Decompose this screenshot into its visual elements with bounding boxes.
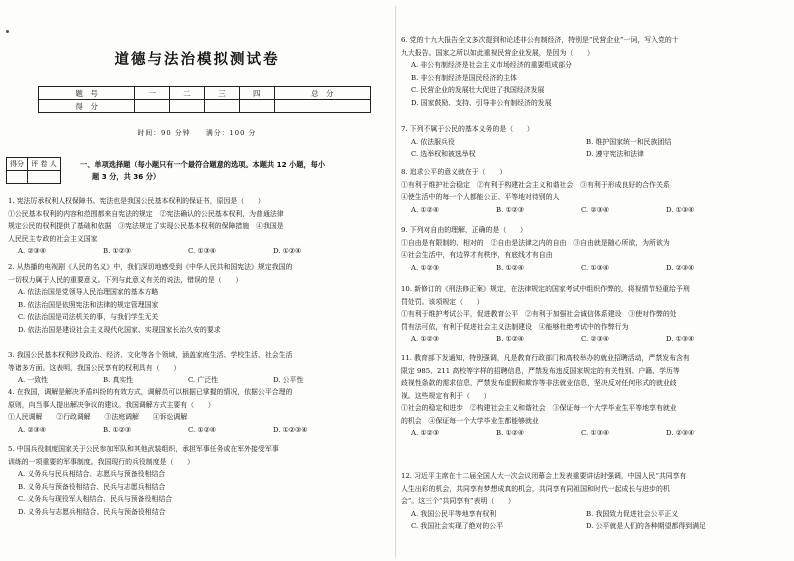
question-line: ④社会生活中，有边界才有秩序，有底线才有自由	[401, 251, 553, 259]
score-header-cell: 四	[239, 87, 274, 100]
answer-option-A[interactable]: A. ①②③	[411, 263, 439, 272]
answer-option-B[interactable]: B. ①②④	[496, 429, 524, 437]
question-6	[401, 34, 679, 109]
question-line: 罚处罚。该项规定（ ）	[401, 297, 484, 306]
answer-options	[8, 374, 358, 387]
question-line: ①有利于维护考试公平，促进教育公平 ②有利于加强社会诚信体系建设 ③使对作弊的处	[401, 310, 677, 318]
answer-option-C[interactable]: C. ②③④	[581, 335, 609, 343]
score-cell[interactable]	[204, 100, 239, 113]
score-table-score-row	[39, 100, 371, 113]
question-line: 人生出彩的机会，共同享有梦想成真的机会，共同享有同祖国和时代一起成长与进步的机	[401, 484, 670, 493]
question-stem: 6. 党的十九大报告全文多次提到和论述非公有制经济，特别是“民营企业”一词，写入党的十	[401, 36, 679, 44]
question-stem: 9. 下列对自由的理解，正确的是（ ）	[401, 226, 527, 234]
question-line: 的机会 ④保证每一个大学毕业生都能够就业	[401, 416, 539, 425]
answer-options	[401, 508, 761, 521]
section-heading-line: 一、单项选择题（每小题只有一个最符合题意的选项。本题共 12 小题，每小	[80, 160, 326, 169]
column-divider	[395, 6, 396, 558]
question-10	[401, 283, 751, 346]
question-line: 罚有法可依，有利于促进社会主义法制建设 ④能够杜绝考试中的作弊行为	[401, 322, 629, 331]
answer-option-D[interactable]: D. ①②③④	[273, 425, 308, 434]
question-11	[401, 352, 751, 440]
question-line: A. 义务兵与民兵相结合、志愿兵与预备役相结合	[18, 470, 166, 478]
question-line: ①自由是有限制的、相对的 ②自由是法律之内的自由 ③自由就是随心所欲，为所欲为	[401, 238, 670, 247]
answer-option-C[interactable]: C. ②③④	[581, 205, 609, 214]
question-line: 九大报告。国家之所以如此重视民营企业发展，是因为（ ）	[401, 48, 594, 57]
question-line: C. 民营企业的发展壮大促进了我国经济发展	[411, 86, 545, 94]
question-line: 原则，向当事人提出解决争议的建议。我国调解方式主要有（ ）	[8, 400, 215, 409]
answer-options	[8, 424, 358, 437]
exam-meta: 时间：90 分钟 满分：100 分	[137, 129, 257, 137]
answer-option-C[interactable]: C. ①③④	[188, 247, 216, 255]
answer-option-B[interactable]: B. 维护国家统一和民族团结	[586, 137, 672, 146]
answer-option-A[interactable]: A. ②③④	[18, 247, 46, 255]
answer-option-D[interactable]: D. 公平性	[273, 376, 304, 384]
question-7	[401, 123, 761, 161]
answer-option-D[interactable]: D. 公平就是人们的各种期望都得到满足	[586, 522, 706, 530]
question-stem: 2. 从热播的电视剧《人民的名义》中，我们深切地感受到《中华人民共和国宪法》规定我国的	[8, 263, 293, 271]
question-line: 训练的一项重要的军事制度。我国现行的兵役制度是（ ）	[8, 457, 195, 466]
score-table	[38, 86, 371, 113]
score-cell[interactable]	[239, 100, 274, 113]
question-stem: 1. 宪法厉承权利人权保障书。宪法也是我国公民基本权利的保证书，原因是（ ）	[8, 197, 265, 205]
score-table-header-row	[39, 87, 371, 100]
question-line: B. 依法治国是依照宪法和法律的规定管理国家	[18, 300, 159, 309]
answer-option-A[interactable]: A. 我国公民平等地享有权利	[411, 509, 497, 518]
answer-option-D[interactable]: D. ①③④	[666, 335, 695, 343]
question-stem: 8. 追求公平的意义就在于（ ）	[401, 168, 507, 176]
answer-option-B[interactable]: B. ①②③	[103, 425, 131, 434]
answer-option-C[interactable]: C. 广泛性	[188, 376, 219, 384]
question-3	[8, 349, 358, 387]
question-4	[8, 386, 358, 436]
answer-options	[401, 333, 751, 346]
answer-option-B[interactable]: B. 我国致力促进社会公平正义	[586, 509, 679, 518]
answer-option-C[interactable]: C. 我国社会实现了绝对的公平	[411, 522, 504, 530]
question-5	[8, 443, 279, 518]
grader-box	[6, 157, 61, 184]
answer-option-C[interactable]: C. ①②④	[188, 425, 216, 434]
question-stem: 4. 在我国，调解是解决矛盾纠纷的有效方式，调解员可以根据已掌握的情况，依据公平合理的	[8, 388, 293, 396]
answer-option-B[interactable]: B. ①②③	[103, 247, 131, 255]
exam-title: 道德与法治模拟测试卷	[114, 52, 280, 68]
question-line: ④使生活中的每一个人都能公正、平等地对待别的人	[401, 193, 560, 201]
grader-name-label: 评 卷 人	[28, 158, 61, 171]
question-8	[401, 166, 751, 216]
question-stem: 11. 教育部下发通知，特别强调，凡是教育行政部门和高校举办的就业招聘活动，严禁发布含有	[401, 354, 690, 362]
answer-options	[8, 245, 358, 258]
right-column	[397, 0, 794, 561]
score-header-cell: 三	[204, 87, 239, 100]
question-line: A. 依法治国是党领导人民治理国家的基本方略	[18, 288, 159, 296]
score-header-cell: 总 分	[274, 87, 370, 100]
answer-option-C[interactable]: C. ①③④	[581, 429, 609, 437]
answer-option-A[interactable]: A. ①②③	[411, 429, 439, 437]
answer-option-B[interactable]: B. ①②④	[496, 335, 524, 343]
question-stem: 10. 新修订的《刑法修正案》规定，在法律规定的国家考试中组织作弊的，将视情节轻重给予刑	[401, 285, 690, 293]
answer-options	[401, 262, 751, 275]
question-stem: 7. 下列不属于公民的基本义务的是（ ）	[401, 125, 534, 133]
score-cell[interactable]	[170, 100, 205, 113]
section-heading-line: 题 3 分，共 36 分）	[92, 172, 161, 181]
grader-name-cell[interactable]	[28, 171, 61, 184]
answer-option-B[interactable]: B. ①②④	[496, 263, 524, 272]
left-column	[0, 0, 394, 561]
question-line: 等诸多方面。这表明，我国公民享有的权利具有（ ）	[8, 363, 181, 372]
answer-option-A[interactable]: A. ①②④	[411, 205, 439, 214]
question-stem: 12. 习近平主席在十二届全国人大一次会议闭幕会上发表重要讲话时强调，中国人民“共同享有	[401, 472, 687, 480]
answer-option-C[interactable]: C. ①③④	[581, 263, 609, 272]
answer-option-B[interactable]: B. 真实性	[103, 376, 134, 384]
answer-option-D[interactable]: D. 遵守宪法和法律	[586, 150, 644, 158]
answer-option-A[interactable]: A. ①②③	[411, 335, 439, 343]
score-cell[interactable]	[274, 100, 370, 113]
answer-option-A[interactable]: A. 一致性	[18, 376, 49, 384]
question-line: B. 义务兵与预备役相结合、民兵与志愿兵相结合	[18, 482, 166, 491]
question-stem: 3. 我国公民基本权利涉及政治、经济、文化等各个领域，涵盖家庭生活、学校生活、社会生活	[8, 351, 293, 359]
question-line: 一切权力属于人民的重要意义。下列与此意义有关的说法，错误的是（ ）	[8, 275, 243, 284]
question-line: C. 义务兵与现役军人相结合、民兵与预备役相结合	[18, 495, 173, 503]
answer-option-A[interactable]: A. 依法服兵役	[411, 137, 455, 146]
score-header-cell: 一	[135, 87, 170, 100]
answer-options	[401, 204, 751, 217]
answer-option-D[interactable]: D. ①②④	[273, 247, 302, 255]
grader-score-label: 得分	[7, 158, 28, 171]
answer-option-B[interactable]: B. ①②③	[496, 205, 524, 214]
question-line: D. 国家鼓励、支持、引导非公有制经济的发展	[411, 98, 552, 107]
score-header-cell: 二	[170, 87, 205, 100]
question-line: ①有利于维护社会稳定 ②有利于构建社会主义和谐社会 ③有利于形成良好的合作关系	[401, 180, 670, 189]
question-12	[401, 470, 761, 533]
score-row-label: 得 分	[39, 100, 135, 113]
section-heading	[80, 159, 380, 183]
answer-options	[401, 148, 761, 161]
question-line: 视。这些规定有利于（ ）	[401, 391, 491, 400]
question-line: 人民民主专政的社会主义国家	[8, 234, 98, 243]
answer-option-A[interactable]: A. ②③④	[18, 425, 46, 434]
answer-options	[401, 520, 761, 533]
answer-option-C[interactable]: C. 选举权和被选举权	[411, 150, 476, 158]
answer-options	[401, 427, 751, 440]
question-line: D. 依法治国是建设社会主义现代化国家、实现国家长治久安的要求	[18, 325, 221, 334]
question-line: C. 依法治国是司法机关的事，与我们学生无关	[18, 313, 159, 321]
question-9	[401, 224, 751, 274]
question-1	[8, 195, 358, 258]
answer-option-D[interactable]: D. ②③④	[666, 429, 695, 437]
question-stem: 5. 中国兵役制度国家关于公民参加军队和其他武装组织，承担军事任务或在军外接受军事	[8, 445, 279, 453]
question-line: A. 非公有制经济是社会主义市场经济的重要组成部分	[411, 61, 572, 69]
question-line: D. 义务兵与志愿兵相结合、民兵与预备役相结合	[18, 507, 166, 516]
answer-option-D[interactable]: D. ①③④	[666, 205, 695, 214]
question-line: 规定公民的权利提供了基础和依据 ③宪法规定了实现公民基本权利的保障措施 ④我国是	[8, 222, 284, 230]
question-line: ①社会的稳定和进步 ②构建社会主义和谐社会 ③保证每一个大学毕业生平等地享有就业	[401, 404, 677, 412]
answer-option-D[interactable]: D. ②③④	[666, 263, 695, 272]
answer-options	[401, 136, 761, 149]
grader-score-cell[interactable]	[7, 171, 28, 184]
question-line: B. 非公有制经济是国民经济的主体	[411, 73, 517, 82]
question-2	[8, 261, 292, 336]
score-cell[interactable]	[135, 100, 170, 113]
question-line: 会”。这三个“共同享有”表明（ ）	[401, 497, 515, 505]
question-line: ①公民基本权利的内容和范围都来自宪法的规定 ②宪法确认的公民基本权利，为普通法律	[8, 209, 284, 218]
question-line: ①人民调解 ②行政调解 ③法庭调解 ④诉讼调解	[8, 413, 188, 421]
question-line: 限定 985、211 高校等字样的招聘信息，严禁发布违反国家规定的有关性别、户籍、学历等	[401, 366, 680, 375]
question-line: 歧视性条款的需求信息，严禁发布虚假和欺诈等非法就业信息，坚决反对任何形式的就业歧	[401, 379, 677, 387]
score-header-cell: 题 号	[39, 87, 135, 100]
